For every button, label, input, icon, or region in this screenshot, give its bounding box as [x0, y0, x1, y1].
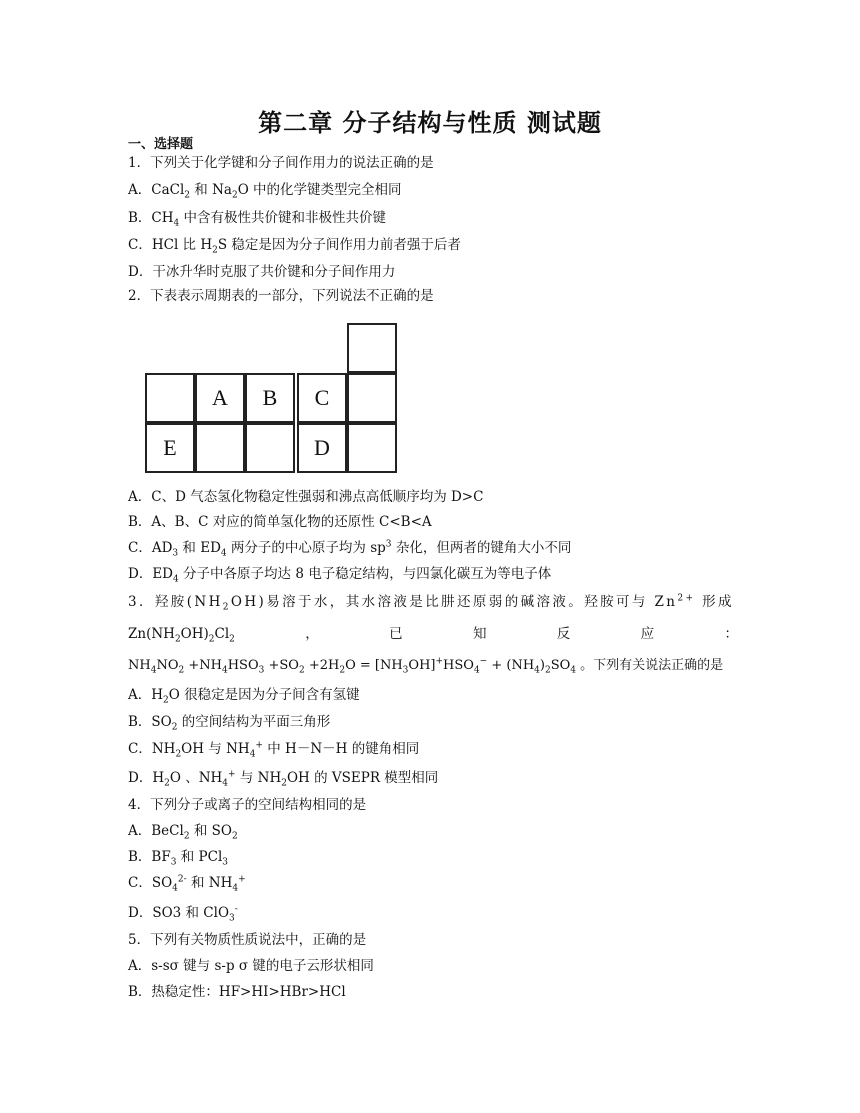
question-4-option-c: C．$SO_4^{2-}$ 和 $NH_4^+$	[128, 874, 246, 894]
table-cell-c: C	[297, 373, 347, 423]
question-1-option-d: D．干冰升华时克服了共价键和分子间作用力	[128, 264, 396, 280]
table-cell	[245, 423, 295, 473]
table-cell	[145, 373, 195, 423]
question-3-option-d: D．$H_2O$ 、$NH_4^+$ 与 $NH_2OH$ 的 VSEPR 模型相同	[128, 769, 439, 789]
question-4-option-d: D．SO3 和 ClO$_3$-	[128, 904, 238, 924]
question-3-equation: $NH_4NO_2 +NH_4HSO_3 +SO_2 +2H_2O = [NH_3OH]^+HSO_4^- + (NH_4)_2SO_4$ 。下列有关说法正确的是	[128, 656, 724, 676]
question-4-option-a: A．BeCl$_2$ 和 $SO_2$	[128, 823, 238, 842]
table-cell-d: D	[297, 423, 347, 473]
table-cell-a: A	[195, 373, 245, 423]
question-1-option-c: C．HCl 比 $H_2S$ 稳定是因为分子间作用力前者强于后者	[128, 237, 461, 256]
question-2-option-c: C．$AD_3$ 和 $ED_4$ 两分子的中心原子均为 $sp^3$ 杂化，但两者的键角大小不同	[128, 539, 572, 559]
page-title: 第二章 分子结构与性质 测试题	[258, 108, 602, 137]
table-cell	[347, 423, 397, 473]
question-1-option-a: A．CaCl$_2$ 和 $Na_2O$ 中的化学键类型完全相同	[128, 182, 402, 201]
question-3-option-a: A．$H_2O$ 很稳定是因为分子间含有氢键	[128, 687, 360, 706]
question-4-stem: 4．下列分子或离子的空间结构相同的是	[128, 797, 367, 813]
question-3-complex-line: $Zn(NH_2OH)_2Cl_2$ ， 已 知 反 应 ：	[128, 626, 738, 645]
question-2-stem: 2．下表表示周期表的一部分，下列说法不正确的是	[128, 288, 434, 304]
table-cell-e: E	[145, 423, 195, 473]
table-cell	[347, 373, 397, 423]
section-heading: 一、选择题	[128, 137, 194, 152]
question-5-option-a: A．s-sσ 键与 s-p σ 键的电子云形状相同	[128, 958, 374, 974]
complex-formula: $Zn(NH_2OH)_2Cl_2$	[128, 626, 235, 645]
table-cell	[195, 423, 245, 473]
question-2-option-d: D．$ED_4$ 分子中各原子均达 8 电子稳定结构，与四氯化碳互为等电子体	[128, 566, 552, 585]
question-3-stem: 3．羟胺$(NH_2OH)$易溶于水，其水溶液是比肼还原弱的碱溶液。羟胺可与 $Zn^{2+}$ 形成	[128, 593, 734, 613]
question-5-option-b: B．热稳定性：HF>HI>HBr>HCl	[128, 984, 346, 1000]
question-2-option-b: B．A、B、C 对应的简单氢化物的还原性 C<B<A	[128, 514, 432, 530]
table-cell-b: B	[245, 373, 295, 423]
question-3-option-c: C．$NH_2OH$ 与 $NH_4^+$ 中 H－N－H 的键角相同	[128, 740, 420, 760]
question-2-option-a: A．C、D 气态氢化物稳定性强弱和沸点高低顺序均为 D>C	[128, 489, 484, 505]
question-1-option-b: B．$CH_4$ 中含有极性共价键和非极性共价键	[128, 210, 387, 229]
table-cell-top	[347, 323, 397, 373]
question-1-stem: 1．下列关于化学键和分子间作用力的说法正确的是	[128, 155, 434, 171]
question-5-stem: 5．下列有关物质性质说法中，正确的是	[128, 932, 367, 948]
question-4-option-b: B．$BF_3$ 和 PCl$_3$	[128, 849, 229, 868]
question-3-option-b: B．$SO_2$ 的空间结构为平面三角形	[128, 714, 331, 733]
